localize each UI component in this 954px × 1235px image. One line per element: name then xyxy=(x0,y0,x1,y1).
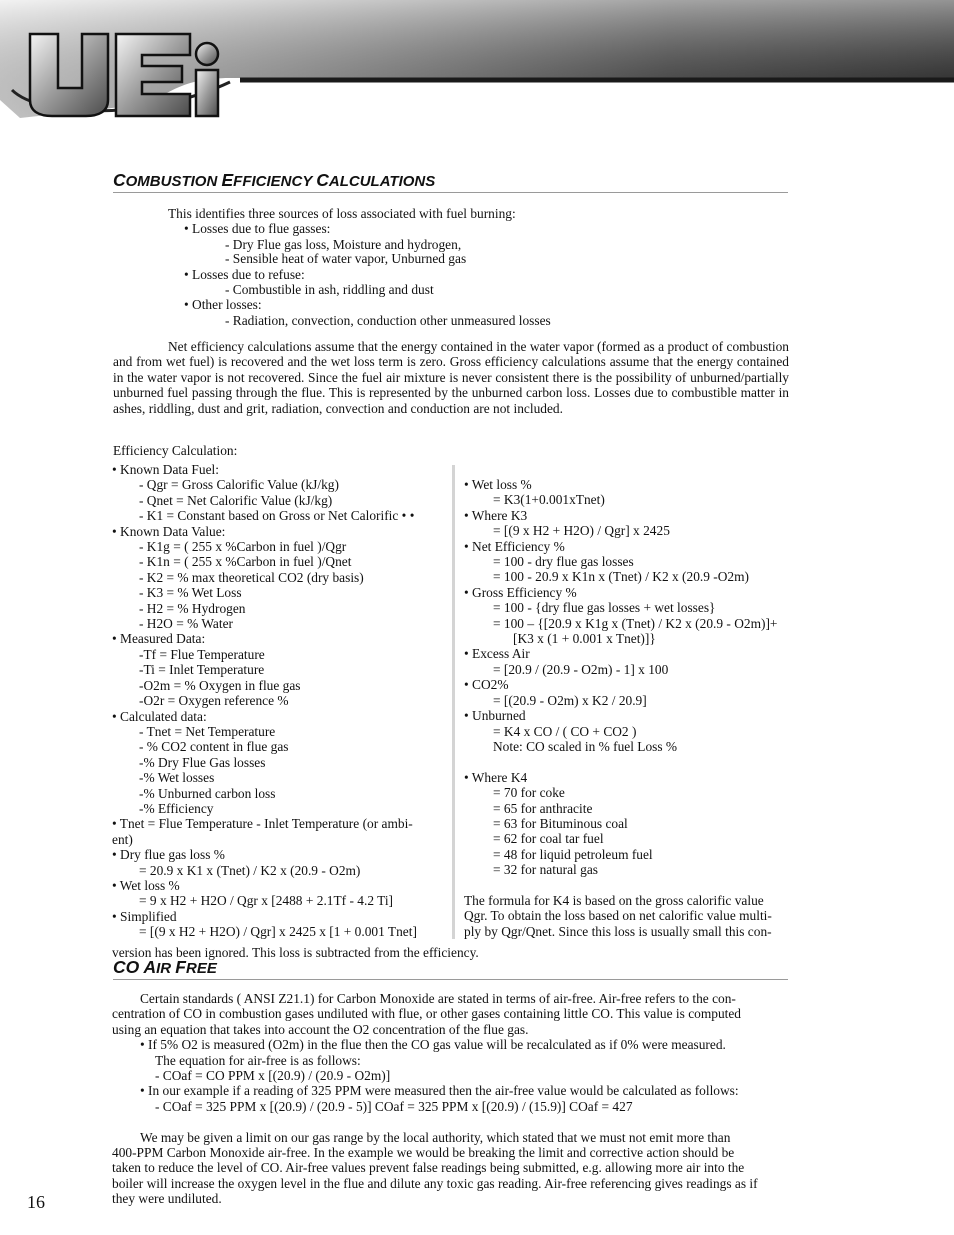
left-col-line: - H2O = % Water xyxy=(139,616,233,632)
co-line: 400-PPM Carbon Monoxide air-free. In the example we would be breaking the limit and corrective action should be xyxy=(112,1145,735,1161)
left-col-line: - Qnet = Net Calorific Value (kJ/kg) xyxy=(139,492,333,508)
net-efficiency-paragraph: Net efficiency calculations assume that the energy contained in the water vapor (formed as a product of combustion and from wet fuel) is recovered and the wet loss term is zero. Gross efficiency calculations assume that the energy contained in the water vapor is not recovered. Since the fuel air mixture is never consistent there is the possibility of unburned/partially unburned fuel passing through the flue. This is represented by the unburned carbon loss. Losses due to combustible matter in ashes, riddling, dust and grit, radiation, convection and conduction are not included. xyxy=(113,339,789,416)
left-col-line: -% Efficiency xyxy=(139,800,214,816)
left-col-line: • Simplified xyxy=(112,908,177,924)
left-col-line: -% Wet losses xyxy=(139,770,215,786)
left-column xyxy=(112,462,452,940)
right-col-line: • Excess Air xyxy=(464,646,530,662)
intro-line: • Losses due to flue gasses: xyxy=(184,221,331,237)
heading-rule xyxy=(113,979,788,980)
left-col-line: • Wet loss % xyxy=(112,877,180,893)
right-col-line: = 100 - dry flue gas losses xyxy=(493,554,634,570)
right-col-line: [K3 x (1 + 0.001 x Tnet)]} xyxy=(513,631,656,647)
intro-line: - Dry Flue gas loss, Moisture and hydrogen, xyxy=(225,236,462,252)
page-number: 16 xyxy=(27,1192,45,1212)
heading-rule xyxy=(113,192,788,193)
right-col-line: Qgr. To obtain the loss based on net calorific value multi- xyxy=(464,908,772,924)
co-line xyxy=(0,1114,954,1129)
left-col-line: -O2r = Oxygen reference % xyxy=(139,693,289,709)
header-banner xyxy=(0,0,954,122)
right-col-line: = 65 for anthracite xyxy=(493,800,593,816)
co-air-free-body xyxy=(0,991,954,1207)
right-col-line: = 100 – {[20.9 x K1g x (Tnet) / K2 x (20.9 - O2m)]+ xyxy=(493,615,778,631)
intro-line: This identifies three sources of loss associated with fuel burning: xyxy=(168,206,516,221)
right-col-line: = K3(1+0.001xTnet) xyxy=(493,492,605,508)
left-col-line: - K1g = ( 255 x %Carbon in fuel )/Qgr xyxy=(139,539,347,555)
right-col-line: • Gross Efficiency % xyxy=(464,584,577,600)
intro-line: - Sensible heat of water vapor, Unburned gas xyxy=(225,251,467,267)
right-col-line: = 100 - {dry flue gas losses + wet losses} xyxy=(493,600,716,616)
right-col-line xyxy=(464,754,790,769)
right-col-line xyxy=(464,878,790,893)
section-heading-co-air-free: CO AIR FREE xyxy=(113,957,217,977)
right-column xyxy=(464,477,790,939)
left-col-line: • Known Data Fuel: xyxy=(112,462,219,477)
left-col-line: - K2 = % max theoretical CO2 (dry basis) xyxy=(139,569,364,585)
tail-line: version has been ignored. This loss is subtracted from the efficiency. xyxy=(112,945,479,960)
left-col-line: - K3 = % Wet Loss xyxy=(139,585,242,601)
intro-list xyxy=(0,206,954,328)
efficiency-calculation-label: Efficiency Calculation: xyxy=(113,443,238,458)
right-col-line: • Wet loss % xyxy=(464,477,532,492)
co-line: using an equation that takes into account the O2 concentration of the flue gas. xyxy=(112,1021,529,1037)
left-col-line: -Tf = Flue Temperature xyxy=(139,646,265,662)
left-col-line: -% Dry Flue Gas losses xyxy=(139,754,266,770)
co-line: boiler will increase the oxygen level in the flue and dilute any toxic gas reading. Air-free referencing gives readings as if xyxy=(112,1175,758,1191)
left-col-line: - K1 = Constant based on Gross or Net Calorific • • xyxy=(139,508,415,524)
left-col-line: - Qgr = Gross Calorific Value (kJ/kg) xyxy=(139,477,339,493)
banner-graphic xyxy=(0,0,954,122)
co-line: • In our example if a reading of 325 PPM were measured then the air-free value would be calculated as follows: xyxy=(140,1083,739,1099)
right-col-line: • Net Efficiency % xyxy=(464,538,565,554)
co-line: • If 5% O2 is measured (O2m) in the flue then the CO gas value will be recalculated as if 0% were measured. xyxy=(140,1037,726,1053)
co-line: The equation for air-free is as follows: xyxy=(155,1052,361,1068)
intro-line: • Losses due to refuse: xyxy=(184,266,305,282)
right-col-line: The formula for K4 is based on the gross calorific value xyxy=(464,892,764,908)
right-col-line: = 32 for natural gas xyxy=(493,862,598,878)
right-col-line: = 63 for Bituminous coal xyxy=(493,815,628,831)
co-line: taken to reduce the level of CO. Air-free values prevent false readings being submitted, e.g. allowing more air into the xyxy=(112,1160,745,1176)
right-col-line: = 62 for coal tar fuel xyxy=(493,831,604,847)
left-col-line: ent) xyxy=(112,831,133,847)
left-col-line: = 9 x H2 + H2O / Qgr x [2488 + 2.1Tf - 4.2 Ti] xyxy=(139,893,394,909)
left-col-line: = 20.9 x K1 x (Tnet) / K2 x (20.9 - O2m) xyxy=(139,862,361,878)
right-col-line: = 100 - 20.9 x K1n x (Tnet) / K2 x (20.9 -O2m) xyxy=(493,569,749,585)
right-col-line: = [20.9 / (20.9 - O2m) - 1] x 100 xyxy=(493,661,669,677)
right-col-line: • Unburned xyxy=(464,708,526,724)
right-col-line: = 70 for coke xyxy=(493,785,565,801)
left-col-line: • Dry flue gas loss % xyxy=(112,847,225,863)
left-col-line: • Known Data Value: xyxy=(112,523,226,539)
right-col-line: • Where K3 xyxy=(464,507,528,523)
co-line: centration of CO in combustion gases undiluted with flue, or other gases containing little CO. This value is computed xyxy=(112,1006,741,1022)
left-col-line: • Measured Data: xyxy=(112,631,206,647)
left-col-line: -O2m = % Oxygen in flue gas xyxy=(139,677,301,693)
section-heading-combustion: COMBUSTION EFFICIENCY CALCULATIONS xyxy=(113,170,436,190)
left-col-line: • Calculated data: xyxy=(112,708,207,724)
co-line: - COaf = CO PPM x [(20.9) / (20.9 - O2m)] xyxy=(155,1068,391,1084)
co-line: Certain standards ( ANSI Z21.1) for Carbon Monoxide are stated in terms of air-free. Air-free refers to the con- xyxy=(140,991,736,1006)
right-col-line: = [(20.9 - O2m) x K2 / 20.9] xyxy=(493,692,647,708)
left-col-line: - H2 = % Hydrogen xyxy=(139,600,246,616)
co-line: - COaf = 325 PPM x [(20.9) / (20.9 - 5)] COaf = 325 PPM x [(20.9) / (15.9)] COaf = 427 xyxy=(155,1098,633,1114)
right-col-line: = 48 for liquid petroleum fuel xyxy=(493,846,653,862)
intro-line: - Radiation, convection, conduction other unmeasured losses xyxy=(225,312,551,328)
right-col-line: • Where K4 xyxy=(464,769,528,785)
left-col-line: = [(9 x H2 + H2O) / Qgr] x 2425 x [1 + 0.001 Tnet] xyxy=(139,924,417,940)
left-col-line: - K1n = ( 255 x %Carbon in fuel )/Qnet xyxy=(139,554,352,570)
column-divider xyxy=(452,465,455,939)
left-col-line: • Tnet = Flue Temperature - Inlet Temperature (or ambi- xyxy=(112,816,413,832)
left-col-line: -Ti = Inlet Temperature xyxy=(139,662,265,678)
intro-line: • Other losses: xyxy=(184,297,262,313)
left-col-line: - Tnet = Net Temperature xyxy=(139,723,276,739)
co-line: We may be given a limit on our gas range by the local authority, which stated that we must not emit more than xyxy=(140,1129,731,1145)
left-col-line: -% Unburned carbon loss xyxy=(139,785,276,801)
right-col-line: • CO2% xyxy=(464,677,509,693)
co-line: they were undiluted. xyxy=(112,1191,222,1207)
right-col-line: Note: CO scaled in % fuel Loss % xyxy=(493,738,678,754)
intro-line: - Combustible in ash, riddling and dust xyxy=(225,282,434,298)
right-col-line: = [(9 x H2 + H2O) / Qgr] x 2425 xyxy=(493,523,670,539)
left-col-line: - % CO2 content in flue gas xyxy=(139,739,289,755)
right-col-line: = K4 x CO / ( CO + CO2 ) xyxy=(493,723,637,739)
right-col-line: ply by Qgr/Qnet. Since this loss is usually small this con- xyxy=(464,923,772,939)
